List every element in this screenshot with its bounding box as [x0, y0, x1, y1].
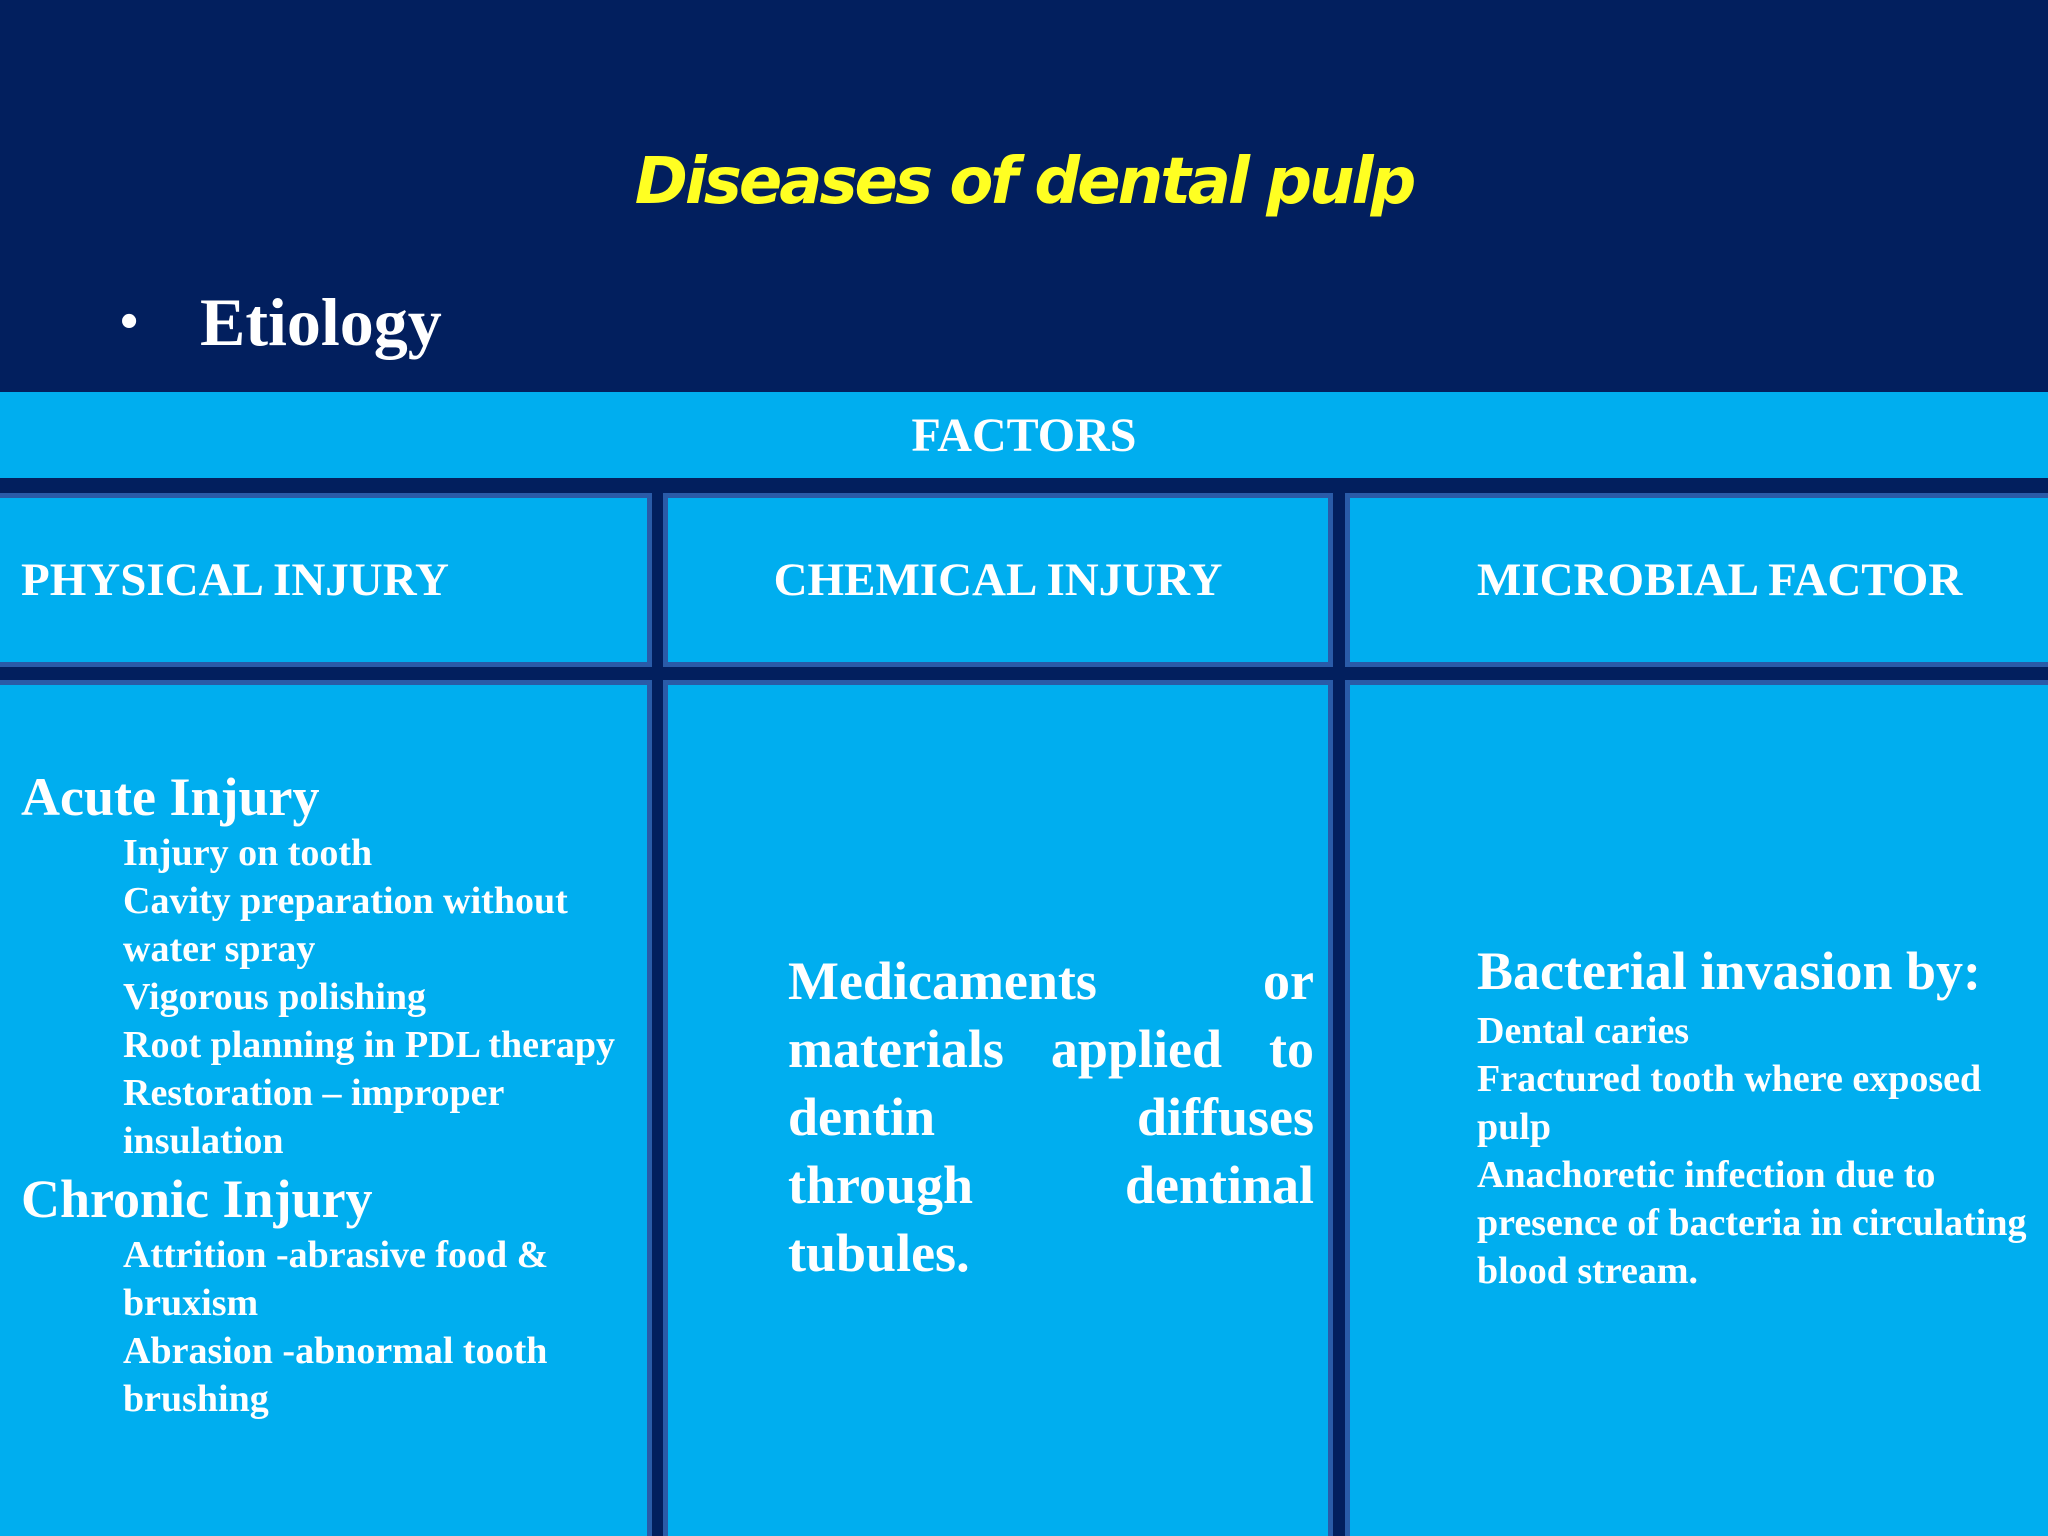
bullet-dot-icon: • [120, 293, 139, 350]
chemical-injury-heading: CHEMICAL INJURY [663, 493, 1333, 667]
list-item: Abrasion -abnormal tooth brushing [123, 1330, 548, 1420]
microbial-factor-heading: MICROBIAL FACTOR [1345, 493, 2048, 667]
chronic-injury-items [21, 1231, 641, 1423]
list-item: Restoration – improper insulation [123, 1072, 504, 1162]
bacterial-invasion-title: Bacterial invasion by: [1477, 941, 1982, 1001]
physical-injury-cell [0, 680, 652, 1536]
slide-title: Diseases of dental pulp [634, 145, 1414, 219]
chemical-injury-description: Medicaments or materials applied to dentin diffuses through dentinal tubules. [788, 951, 1314, 1283]
chronic-injury-title: Chronic Injury [21, 1169, 373, 1229]
list-item: Fractured tooth where exposed pulp [1477, 1058, 1982, 1148]
list-item: Dental caries [1477, 1010, 1690, 1052]
list-item: Vigorous polishing [123, 976, 427, 1018]
physical-injury-list [21, 765, 641, 1425]
microbial-factor-list [1477, 939, 2037, 1295]
list-item: Injury on tooth [123, 832, 373, 874]
bacterial-invasion-items [1477, 1007, 2037, 1295]
etiology-bullet [120, 284, 442, 360]
acute-injury-title: Acute Injury [21, 767, 320, 827]
factors-header: FACTORS [0, 392, 2048, 478]
list-item: Anachoretic infection due to presence of bacteria in circulating blood stream. [1477, 1154, 2027, 1292]
etiology-label: Etiology [200, 284, 442, 360]
list-item: Attrition -abrasive food & bruxism [123, 1234, 549, 1324]
microbial-factor-cell [1345, 680, 2048, 1536]
list-item: Cavity preparation without water spray [123, 880, 568, 970]
acute-injury-items [21, 829, 641, 1165]
chemical-injury-cell [663, 680, 1333, 1536]
physical-injury-heading: PHYSICAL INJURY [0, 493, 652, 667]
list-item: Root planning in PDL therapy [123, 1024, 615, 1066]
